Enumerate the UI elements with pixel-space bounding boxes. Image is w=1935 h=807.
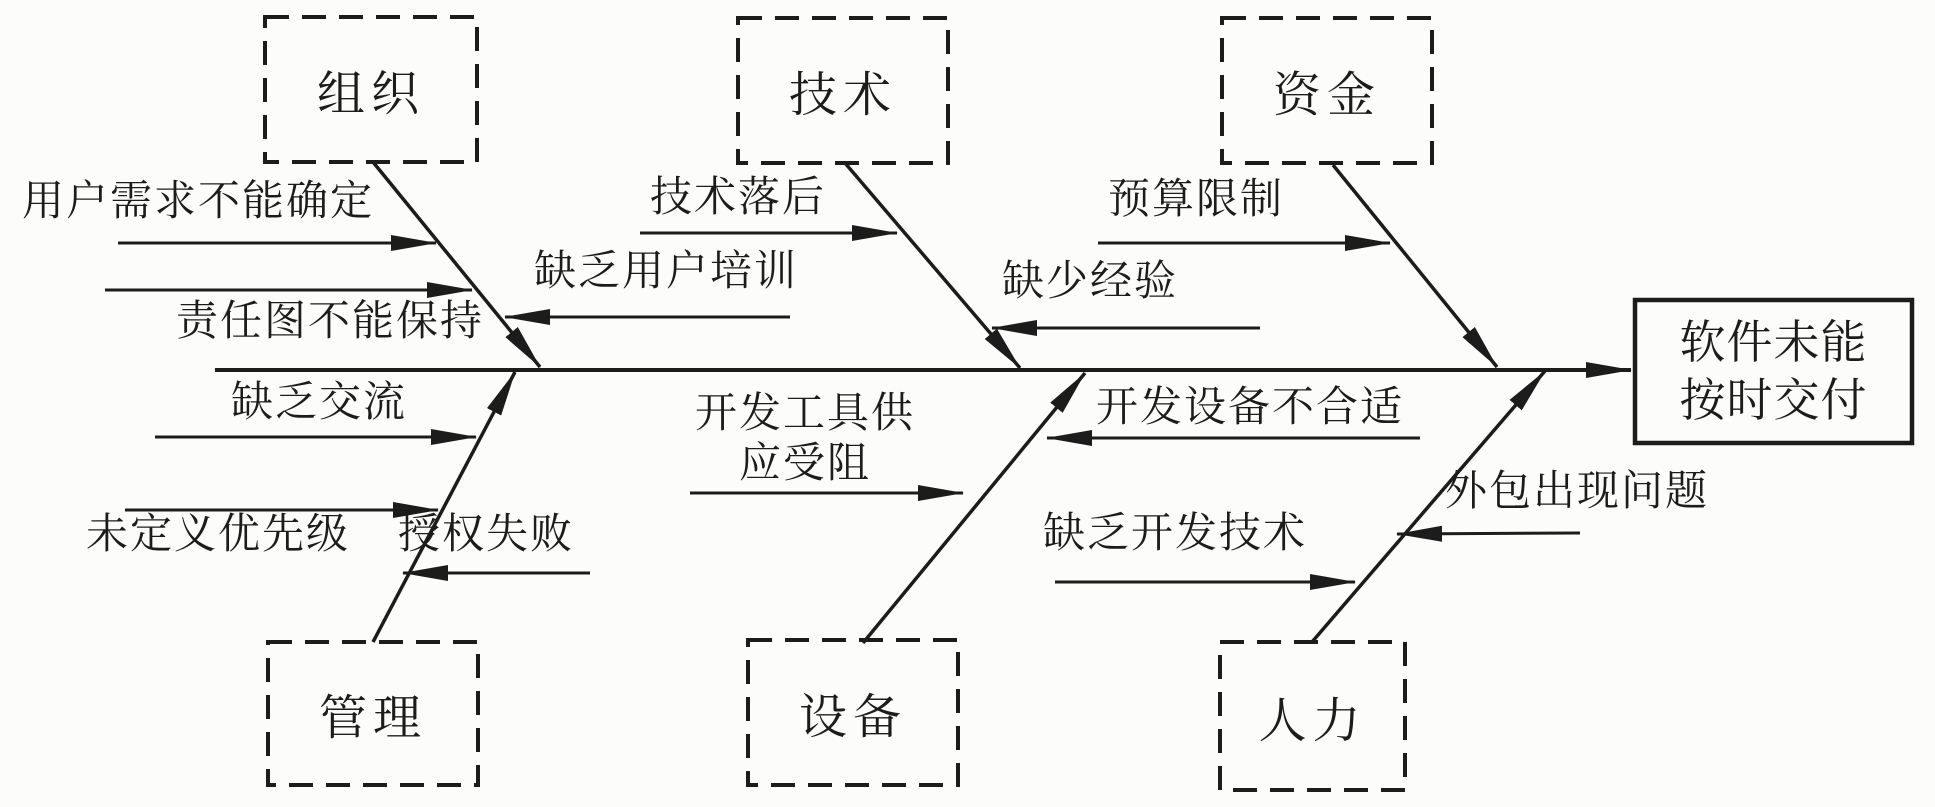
category-label-funding: 资金: [1272, 69, 1381, 122]
cause-label-undefined-priority: 未定义优先级: [86, 512, 351, 558]
category-label-manpower: 人力: [1258, 694, 1367, 748]
category-label-management: 管理: [318, 692, 427, 745]
cause-label-tool-supply-blocked: 开发工具供应受阻: [694, 391, 915, 487]
cause-label-responsibility-chart: 责任图不能保持: [176, 299, 485, 345]
category-label-organization: 组织: [316, 68, 425, 121]
category-label-equipment: 设备: [798, 691, 907, 744]
effect-box-label: [1635, 300, 1912, 443]
cause-label-user-requirements: 用户需求不能确定: [22, 179, 375, 225]
technology-bone: [845, 163, 1020, 368]
cause-label-user-training: 缺乏用户培训: [534, 249, 799, 295]
cause-label-unsuitable-equipment: 开发设备不合适: [1096, 385, 1405, 431]
funding-bone: [1333, 165, 1497, 367]
man-cause-arrow-1: [1397, 533, 1580, 534]
cause-label-outsourcing-problems: 外包出现问题: [1445, 469, 1710, 515]
effect-text: 软件未能按时交付: [1679, 316, 1868, 426]
cause-label-authorization-failure: 授权失败: [398, 512, 575, 558]
cause-label-lack-of-experience: 缺少经验: [1002, 259, 1179, 305]
cause-label-budget-limit: 预算限制: [1108, 177, 1285, 223]
cause-label-outdated-technology: 技术落后: [650, 175, 827, 221]
cause-label-lack-dev-skills: 缺乏开发技术: [1043, 511, 1308, 557]
cause-label-lack-of-communication: 缺乏交流: [231, 380, 408, 426]
category-label-technology: 技术: [788, 69, 897, 122]
